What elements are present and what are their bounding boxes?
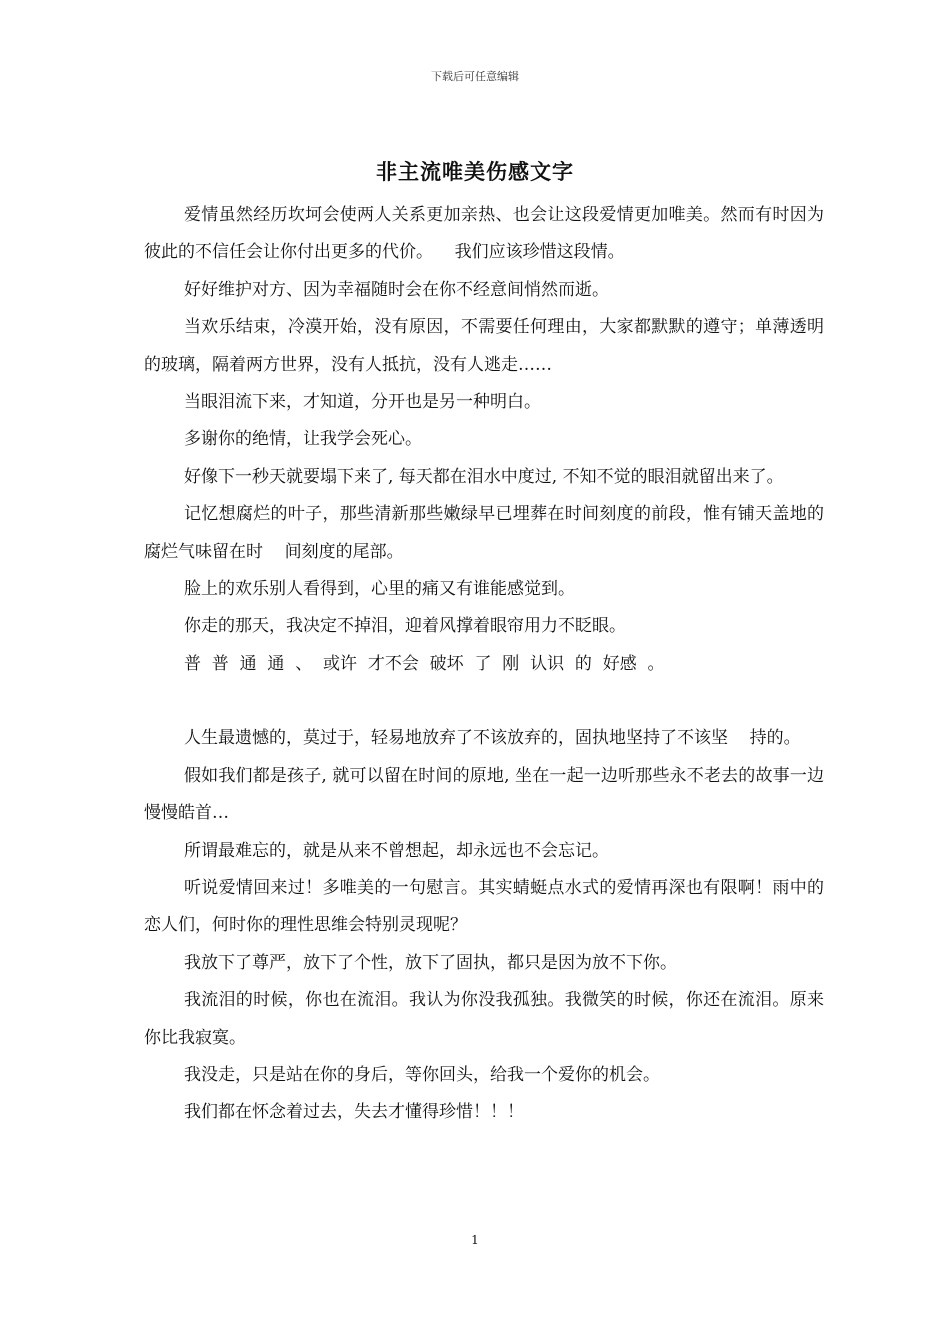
page-number: 1 bbox=[471, 1233, 479, 1247]
paragraph: 我放下了尊严，放下了个性，放下了固执，都只是因为放不下你。 bbox=[184, 952, 677, 973]
paragraph: 爱情虽然经历坎坷会使两人关系更加亲热、也会让这段爱情更加唯美。然而有时因为彼此的不信任会让你付出更多的代价。 我们应该珍惜这段情。 bbox=[144, 205, 824, 263]
paragraph: 好好维护对方、因为幸福随时会在你不经意间悄然而逝。 bbox=[184, 279, 609, 300]
document-body bbox=[144, 197, 824, 1132]
paragraph: 假如我们都是孩子, 就可以留在时间的原地, 坐在一起一边听那些永不老去的故事一边慢慢皓首… bbox=[144, 765, 824, 824]
document-title: 非主流唯美伤感文字 bbox=[376, 159, 574, 184]
blank-line bbox=[144, 683, 824, 720]
paragraph: 你走的那天，我决定不掉泪，迎着风撑着眼帘用力不眨眼。 bbox=[184, 616, 626, 637]
paragraph: 我流泪的时候，你也在流泪。我认为你没我孤独。我微笑的时候，你还在流泪。原来你比我寂寞。 bbox=[144, 990, 824, 1048]
paragraph: 多谢你的绝情，让我学会死心。 bbox=[184, 429, 422, 450]
paragraph: 当眼泪流下来，才知道，分开也是另一种明白。 bbox=[184, 392, 541, 413]
paragraph: 我没走，只是站在你的身后，等你回头，给我一个爱你的机会。 bbox=[184, 1064, 660, 1085]
header-note: 下载后可任意编辑 bbox=[431, 70, 519, 83]
paragraph: 我们都在怀念着过去，失去才懂得珍惜！！！ bbox=[184, 1102, 524, 1123]
paragraph: 人生最遗憾的，莫过于，轻易地放弃了不该放弃的，固执地坚持了不该坚 持的。 bbox=[184, 728, 801, 749]
paragraph: 好像下一秒天就要塌下来了, 每天都在泪水中度过, 不知不觉的眼泪就留出来了。 bbox=[184, 466, 784, 487]
paragraph: 脸上的欢乐别人看得到，心里的痛又有谁能感觉到。 bbox=[184, 579, 575, 600]
paragraph-spaced: 普 普 通 通 、 或许 才不会 破坏 了 刚 认识 的 好感 。 bbox=[184, 653, 665, 674]
paragraph: 听说爱情回来过！多唯美的一句慰言。其实蜻蜓点水式的爱情再深也有限啊！雨中的恋人们，何时你的理性思维会特别灵现呢？ bbox=[144, 877, 824, 936]
paragraph: 当欢乐结束，冷漠开始，没有原因，不需要任何理由，大家都默默的遵守；单薄透明的玻璃，隔着两方世界，没有人抵抗，没有人逃走…… bbox=[144, 317, 824, 375]
paragraph: 所谓最难忘的，就是从来不曾想起，却永远也不会忘记。 bbox=[184, 840, 609, 861]
paragraph: 记忆想腐烂的叶子，那些清新那些嫩绿早已埋葬在时间刻度的前段，惟有铺天盖地的腐烂气味留在时 间刻度的尾部。 bbox=[144, 504, 824, 562]
